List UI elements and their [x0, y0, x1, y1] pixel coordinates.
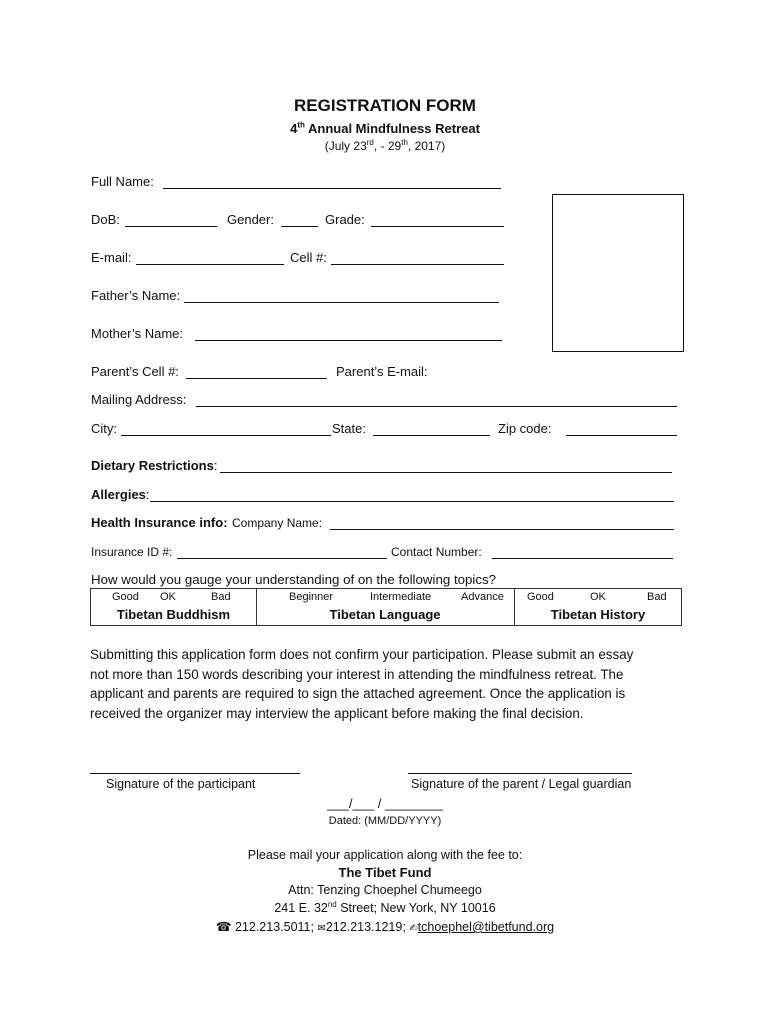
father-name-label: Father’s Name: [91, 288, 181, 303]
allergies-field[interactable] [150, 501, 674, 502]
submission-note [90, 645, 680, 723]
parent-email-label: Parent’s E-mail: [336, 364, 428, 379]
zip-field[interactable] [566, 435, 677, 436]
rating-bad[interactable]: Bad [211, 591, 231, 603]
mailing-address-field[interactable] [196, 406, 677, 407]
gauge-table [90, 588, 682, 626]
form-title: REGISTRATION FORM [294, 96, 476, 115]
gauge-question: How would you gauge your understanding of on the following topics? [91, 572, 497, 587]
dob-field[interactable] [125, 226, 217, 227]
gauge-cell-buddhism [91, 589, 257, 625]
participant-signature-line[interactable] [90, 773, 300, 774]
full-name-label: Full Name: [91, 174, 154, 189]
phone-icon: ☎ [215, 920, 232, 934]
rating-good[interactable]: Good [527, 591, 554, 603]
org-name: The Tibet Fund [338, 865, 432, 880]
fax-icon: ✉ [317, 923, 326, 934]
retreat-dates: (July 23rd, - 29th, 2017) [324, 138, 446, 153]
address-line: 241 E. 32nd Street; New York, NY 10016 [274, 899, 496, 915]
note-line: Submitting this application form does not confirm your participation. Please submit an essay [90, 647, 634, 662]
email-field[interactable] [136, 264, 284, 265]
rating-good[interactable]: Good [112, 591, 139, 603]
contact-line [0, 919, 770, 934]
email-label: E-mail: [91, 250, 132, 265]
insurance-id-field[interactable] [177, 558, 387, 559]
rating-ok[interactable]: OK [160, 591, 176, 603]
parent-cell-label: Parent’s Cell #: [91, 364, 179, 379]
dietary-label: Dietary Restrictions: [91, 458, 218, 473]
gauge-cell-language [256, 589, 515, 625]
zip-label: Zip code: [498, 421, 552, 436]
mail-instruction: Please mail your application along with the fee to: [247, 848, 523, 862]
rating-advance[interactable]: Advance [461, 591, 504, 603]
dietary-field[interactable] [220, 472, 672, 473]
grade-field[interactable] [371, 226, 504, 227]
rating-ok[interactable]: OK [590, 591, 606, 603]
note-line: not more than 150 words describing your interest in attending the mindfulness retreat. The [90, 666, 624, 682]
city-field[interactable] [121, 435, 331, 436]
full-name-field[interactable] [163, 188, 501, 189]
participant-signature-label: Signature of the participant [106, 777, 256, 791]
photo-box [552, 194, 684, 352]
mother-name-field[interactable] [195, 340, 502, 341]
contact-number-label: Contact Number: [391, 545, 482, 559]
cell-field[interactable] [331, 264, 504, 265]
email-icon: ✍ [409, 923, 418, 934]
rating-beginner[interactable]: Beginner [289, 591, 334, 603]
topic-tibetan-language: Tibetan Language [329, 607, 441, 622]
parent-signature-label: Signature of the parent / Legal guardian [411, 777, 632, 791]
health-insurance-label: Health Insurance info: [91, 515, 228, 530]
dated-label: Dated: (MM/DD/YYYY) [328, 815, 442, 827]
date-field[interactable]: ___/___ / ________ [327, 796, 443, 811]
mother-name-label: Mother’s Name: [91, 326, 183, 341]
cell-label: Cell #: [290, 250, 327, 265]
mailing-address-label: Mailing Address: [91, 392, 187, 407]
gauge-cell-history [515, 589, 681, 625]
state-label: State: [332, 421, 366, 436]
state-field[interactable] [373, 435, 490, 436]
rating-intermediate[interactable]: Intermediate [370, 591, 432, 603]
note-line: applicant and parents are required to sign the attached agreement. Once the application is [90, 686, 626, 701]
company-name-label: Company Name: [232, 516, 323, 530]
retreat-subtitle: 4th Annual Mindfulness Retreat [290, 120, 480, 136]
company-name-field[interactable] [330, 529, 674, 530]
note-line: received the organizer may interview the applicant before making the final decision. [90, 705, 584, 721]
topic-tibetan-buddhism: Tibetan Buddhism [116, 607, 231, 622]
gender-field[interactable] [281, 226, 318, 227]
contact-email-link[interactable]: tchoephel@tibetfund.org [417, 920, 555, 934]
topic-tibetan-history: Tibetan History [550, 607, 646, 622]
contact-number-field[interactable] [492, 558, 673, 559]
grade-label: Grade: [325, 212, 365, 227]
father-name-field[interactable] [184, 302, 499, 303]
parent-signature-line[interactable] [408, 773, 632, 774]
insurance-id-label: Insurance ID #: [91, 545, 173, 559]
gender-label: Gender: [227, 212, 274, 227]
phone-number: 212.213.5011; [231, 920, 318, 934]
attn-line: Attn: Tenzing Choephel Chumeego [288, 883, 482, 897]
dob-label: DoB: [91, 212, 120, 227]
fax-number: 212.213.1219; [325, 920, 410, 934]
city-label: City: [91, 421, 117, 436]
rating-bad[interactable]: Bad [647, 591, 667, 603]
parent-cell-field[interactable] [186, 378, 327, 379]
allergies-label: Allergies: [91, 487, 150, 502]
